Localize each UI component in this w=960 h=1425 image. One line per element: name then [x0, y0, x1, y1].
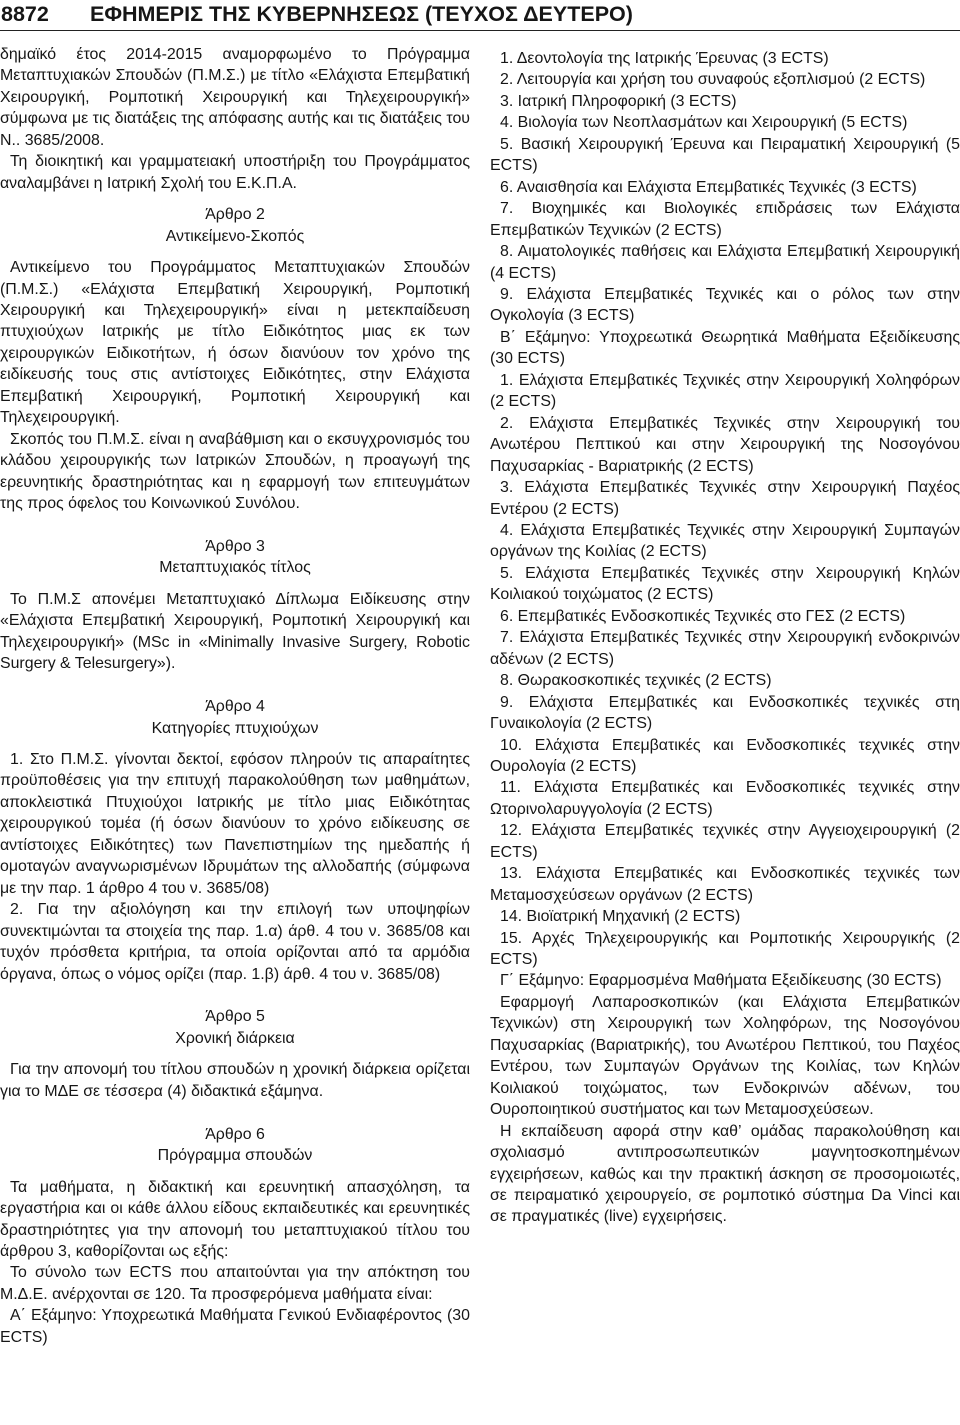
course-item: 9. Ελάχιστα Επεμβατικές Τεχνικές και ο ρόλος των στην Ογκολογία (3 ECTS)	[490, 285, 960, 325]
paragraph: δημαϊκό έτος 2014-2015 αναμορφωμένο το Πρόγραμμα Μεταπτυχιακών Σπουδών (Π.Μ.Σ.) με τίτλο «Ελάχιστα Επεμβατική Χειρουργική, Ρομποτική Χειρουργική και Τηλεχειρουργική» σύμφωνα με τις διατάξεις της απόφασης αυτής και τις διατάξεις του Ν.. 3685/2008.	[0, 46, 470, 149]
paragraph: Εφαρμογή Λαπαροσκοπικών (και Ελάχιστα Επεμβατικών Τεχνικών) στη Χειρουργική των Χοληφόρων, της Νοσογόνου Παχυσαρκίας (Βαριατρικής), του Ανωτέρου Πεπτικού, του Παχέος Εντέρου, των Συμπαγών Οργάνων της Κοιλίας, των Κηλών Κοιλιακού τοιχώματος, των Ενδοκρινών αδένων, του Ουροποιητικού συστήματος και των Μεταμοσχεύσεων.	[490, 993, 960, 1119]
gazette-title: ΕΦΗΜΕΡΙΣ ΤΗΣ ΚΥΒΕΡΝΗΣΕΩΣ (ΤΕΥΧΟΣ ΔΕΥΤΕΡΟ)	[90, 2, 633, 26]
course-item: 10. Ελάχιστα Επεμβατικές και Ενδοσκοπικές τεχνικές στην Ουρολογία (2 ECTS)	[490, 736, 960, 775]
right-column	[490, 48, 960, 1228]
course-item: 12. Ελάχιστα Επεμβατικές τεχνικές στην Αγγειοχειρουργική (2 ECTS)	[490, 822, 960, 861]
paragraph: 1. Στο Π.Μ.Σ. γίνονται δεκτοί, εφόσον πληρούν τις απαραίτητες προϋποθέσεις για την επιτυχή παρακολούθηση των μαθημάτων, αποκλειστικά Πτυχιούχοι Ιατρικής με τίτλο μιας Ειδικότητας χειρουργικού τομέα (ή όσων διανύουν το χρόνο ειδίκευσης σε αντίστοιχες Ειδικότητες) των Πανεπιστημίων της ημεδαπής ή ομοταγών αναγνωρισμένων Ιδρυμάτων της αλλοδαπής (σύμφωνα με την παρ. 1 άρθρο 4 του ν. 3685/08)	[0, 751, 470, 897]
paragraph: Σκοπός του Π.Μ.Σ. είναι η αναβάθμιση και ο εκσυγχρονισμός του κλάδου χειρουργικής των Ιατρικών Σπουδών, η προαγωγή της ερευνητικής δραστηριότητας και η εφαρμογή των επιτευγμάτων της προς όφελος του Κοινωνικού Συνόλου.	[0, 430, 470, 513]
page-number: 8872	[1, 2, 49, 26]
course-item: 11. Ελάχιστα Επεμβατικές και Ενδοσκοπικές τεχνικές στην Ωτορινολαρυγγολογία (2 ECTS)	[490, 779, 960, 818]
course-item: 3. Ελάχιστα Επεμβατικές Τεχνικές στην Χειρουργική Παχέος Εντέρου (2 ECTS)	[490, 479, 960, 518]
paragraph: Η εκπαίδευση αφορά στην καθ’ ομάδας παρακολούθηση και σχολιασμό αντιπροσωπευτικών μαγνητοσκοπημένων εγχειρήσεων, καθώς και την πρακτική άσκηση σε προσομοιωτές, σε πειραματικό χειρουργείο, σε ρομποτικό σύστημα Da Vinci και σε πραγματικές (live) εγχειρήσεις.	[490, 1122, 960, 1226]
paragraph: 2. Για την αξιολόγηση και την επιλογή των υποψηφίων συνεκτιμώνται τα στοιχεία της παρ. 1.α) άρθ. 4 του ν. 3685/08 και τυχόν πρόσθετα κριτήρια, τα οποία ορίζονται από τα αρμόδια όργανα, όπως ο νόμος ορίζει (παρ. 1.β) άρθ. 4 του ν. 3685/08)	[0, 901, 470, 983]
article-number: Άρθρο 6	[205, 1125, 265, 1143]
course-item: 6. Επεμβατικές Ενδοσκοπικές Τεχνικές στο ΓΕΣ (2 ECTS)	[500, 607, 906, 625]
article-number: Άρθρο 4	[205, 698, 265, 716]
article-title: Αντικείμενο-Σκοπός	[165, 227, 305, 245]
left-column	[0, 44, 470, 1348]
semester-heading: Γ΄ Εξάμηνο: Εφαρμοσμένα Μαθήματα Εξειδίκευσης (30 ECTS)	[500, 972, 942, 990]
paragraph: Τα μαθήματα, η διδακτική και ερευνητική απασχόληση, τα εργαστήρια και οι κάθε άλλου είδους εκπαιδευτικές και ερευνητικές δραστηριότητες για την απονομή του μεταπτυχιακού τίτλου του άρθρου 3, καθορίζονται ως εξής:	[0, 1178, 470, 1260]
course-item: 1. Ελάχιστα Επεμβατικές Τεχνικές στην Χειρουργική Χοληφόρων (2 ECTS)	[490, 371, 960, 411]
course-item: 1. Δεοντολογία της Ιατρικής Έρευνας (3 ECTS)	[500, 50, 829, 67]
header-rule	[0, 30, 960, 31]
course-item: 7. Βιοχημικές και Βιολογικές επιδράσεις των Ελάχιστα Επεμβατικών Τεχνικών (2 ECTS)	[490, 200, 960, 239]
course-item: 8. Αιματολογικές παθήσεις και Ελάχιστα Επεμβατική Χειρουργική (4 ECTS)	[490, 243, 960, 282]
article-title: Πρόγραμμα σπουδών	[157, 1147, 313, 1165]
article-number: Άρθρο 5	[205, 1008, 265, 1026]
paragraph: Τη διοικητική και γραμματειακή υποστήριξη του Προγράμματος αναλαμβάνει η Ιατρική Σχολή του Ε.Κ.Π.Α.	[0, 153, 470, 192]
course-item: 15. Αρχές Τηλεχειρουργικής και Ρομποτικής Χειρουργικής (2 ECTS)	[490, 929, 960, 969]
paragraph: Α΄ Εξάμηνο: Υποχρεωτικά Μαθήματα Γενικού Ενδιαφέροντος (30 ECTS)	[0, 1307, 470, 1346]
paragraph: Για την απονομή του τίτλου σπουδών η χρονική διάρκεια ορίζεται για το ΜΔΕ σε τέσσερα (4) διδακτικά εξάμηνα.	[0, 1061, 470, 1100]
course-item: 3. Ιατρική Πληροφορική (3 ECTS)	[500, 92, 737, 110]
course-item: 4. Ελάχιστα Επεμβατικές Τεχνικές στην Χειρουργική Συμπαγών οργάνων της Κοιλίας (2 ECTS)	[490, 521, 960, 561]
course-item: 5. Ελάχιστα Επεμβατικές Τεχνικές στην Χειρουργική Κηλών Κοιλιακού τοιχώματος (2 ECTS)	[490, 564, 960, 604]
paragraph: Το σύνολο των ECTS που απαιτούνται για την απόκτηση του Μ.Δ.Ε. ανέρχονται σε 120. Τα προσφερόμενα μαθήματα είναι:	[0, 1264, 470, 1303]
article-title: Κατηγορίες πτυχιούχων	[151, 719, 319, 737]
course-item: 2. Λειτουργία και χρήση του συναφούς εξοπλισμού (2 ECTS)	[500, 71, 926, 89]
article-title: Μεταπτυχιακός τίτλος	[159, 559, 311, 577]
course-item: 6. Αναισθησία και Ελάχιστα Επεμβατικές Τεχνικές (3 ECTS)	[500, 178, 917, 196]
course-item: 8. Θωρακοσκοπικές τεχνικές (2 ECTS)	[500, 672, 772, 690]
semester-heading: Β΄ Εξάμηνο: Υποχρεωτικά Θεωρητικά Μαθήματα Εξειδίκευσης (30 ECTS)	[490, 328, 960, 368]
course-item: 14. Βιοϊατρική Μηχανική (2 ECTS)	[500, 908, 741, 926]
article-title: Χρονική διάρκεια	[175, 1029, 295, 1047]
course-item: 5. Βασική Χειρουργική Έρευνα και Πειραματική Χειρουργική (5 ECTS)	[490, 135, 960, 175]
article-number: Άρθρο 2	[205, 206, 265, 224]
paragraph: Το Π.Μ.Σ απονέμει Μεταπτυχιακό Δίπλωμα Ειδίκευσης στην «Ελάχιστα Επεμβατική Χειρουργική, Ρομποτική Χειρουργική και Τηλεχειρουργική» (MSc in «Minimally Invasive Surgery, Robotic Surgery & Telesurgery»).	[0, 590, 470, 673]
page-header	[0, 0, 960, 34]
course-item: 7. Ελάχιστα Επεμβατικές Τεχνικές στην Χειρουργική ενδοκρινών αδένων (2 ECTS)	[490, 629, 960, 668]
article-number: Άρθρο 3	[205, 537, 265, 555]
course-item: 2. Ελάχιστα Επεμβατικές Τεχνικές στην Χειρουργική του Ανωτέρου Πεπτικού και στην Χειρουργική της Νοσογόνου Παχυσαρκίας - Βαριατρικής (2 ECTS)	[490, 414, 960, 475]
course-item: 9. Ελάχιστα Επεμβατικές και Ενδοσκοπικές τεχνικές στη Γυναικολογία (2 ECTS)	[490, 693, 960, 733]
course-item: 13. Ελάχιστα Επεμβατικές και Ενδοσκοπικές τεχνικές των Μεταμοσχεύσεων οργάνων (2 ECTS)	[490, 865, 960, 904]
paragraph: Αντικείμενο του Προγράμματος Μεταπτυχιακών Σπουδών (Π.Μ.Σ.) «Ελάχιστα Επεμβατική Χειρουργική, Ρομποτική Χειρουργική και Τηλεχειρουργική» είναι η μετεκπαίδευση πτυχιούχων Ιατρικής με τίτλο Ειδικότητος μιας εκ των χειρουργικών Ειδικοτήτων, ή όσων διανύουν τον χρόνο της ειδίκευσής τους στις αντίστοιχες Ειδικότητες, στην Ελάχιστα Επεμβατική Χειρουργική, Ρομποτική Χειρουργική και Τηλεχειρουργική.	[0, 259, 470, 427]
course-item: 4. Βιολογία των Νεοπλασμάτων και Χειρουργική (5 ECTS)	[500, 114, 908, 132]
